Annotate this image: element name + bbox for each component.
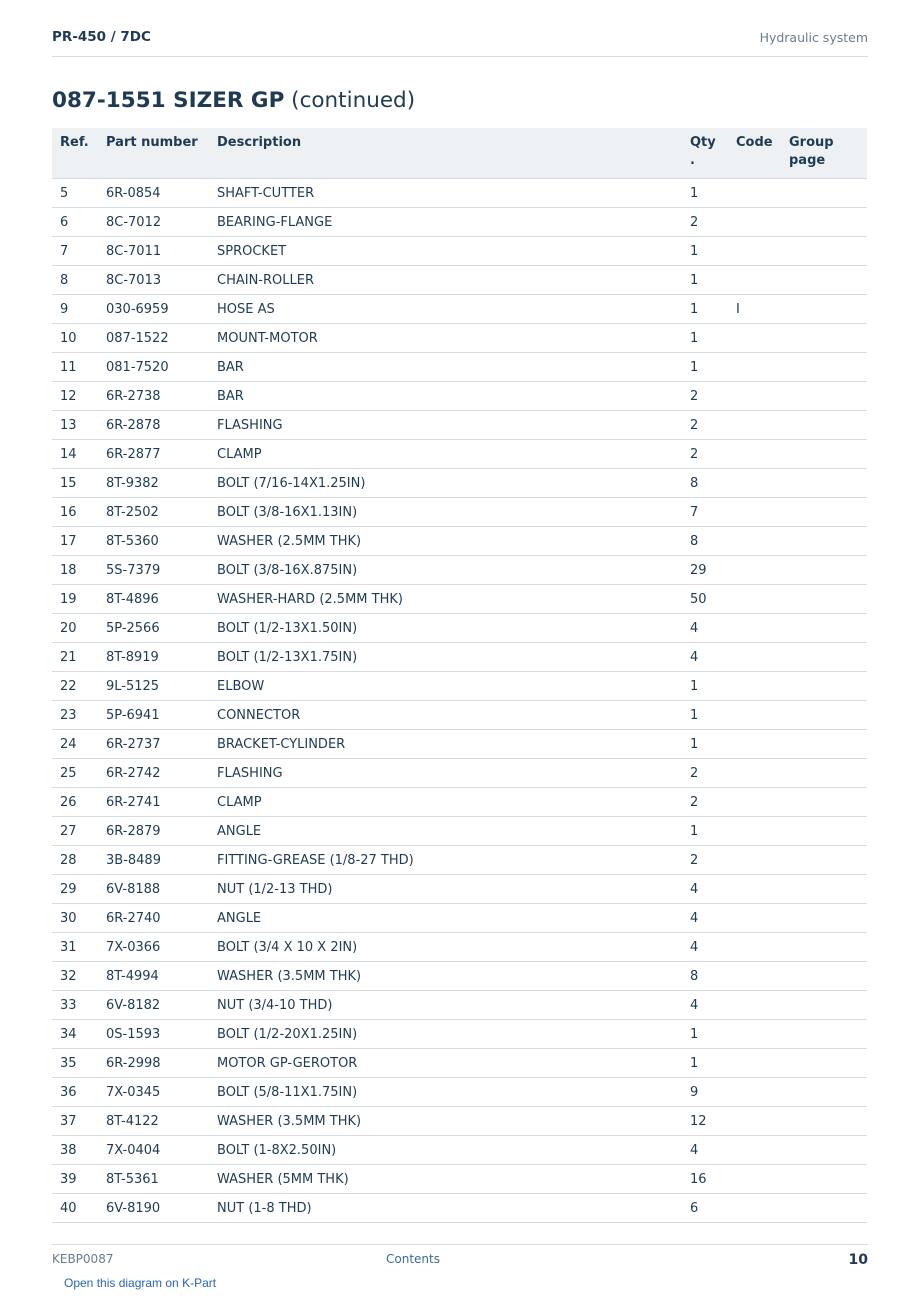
cell-qty: 2 bbox=[682, 382, 728, 411]
cell-ref: 34 bbox=[52, 1020, 98, 1049]
table-row bbox=[52, 179, 867, 208]
table-row bbox=[52, 1078, 867, 1107]
cell-code bbox=[728, 643, 781, 672]
cell-description: NUT (3/4-10 THD) bbox=[209, 991, 682, 1020]
cell-code bbox=[728, 179, 781, 208]
cell-qty: 1 bbox=[682, 266, 728, 295]
cell-part-number: 5P-6941 bbox=[98, 701, 209, 730]
contents-link[interactable]: Contents bbox=[386, 1252, 440, 1266]
section-label: Hydraulic system bbox=[759, 30, 868, 45]
cell-code bbox=[728, 1194, 781, 1223]
cell-ref: 37 bbox=[52, 1107, 98, 1136]
cell-description: CONNECTOR bbox=[209, 701, 682, 730]
table-row bbox=[52, 701, 867, 730]
cell-group-page bbox=[781, 991, 867, 1020]
cell-code bbox=[728, 701, 781, 730]
cell-qty: 2 bbox=[682, 440, 728, 469]
page-title bbox=[52, 88, 415, 113]
cell-group-page bbox=[781, 1078, 867, 1107]
cell-ref: 28 bbox=[52, 846, 98, 875]
table-row bbox=[52, 1165, 867, 1194]
cell-qty: 1 bbox=[682, 179, 728, 208]
cell-part-number: 030-6959 bbox=[98, 295, 209, 324]
table-row bbox=[52, 440, 867, 469]
cell-description: BAR bbox=[209, 353, 682, 382]
cell-description: ANGLE bbox=[209, 817, 682, 846]
table-row bbox=[52, 324, 867, 353]
cell-part-number: 5P-2566 bbox=[98, 614, 209, 643]
cell-qty: 9 bbox=[682, 1078, 728, 1107]
cell-ref: 33 bbox=[52, 991, 98, 1020]
cell-code bbox=[728, 208, 781, 237]
cell-ref: 16 bbox=[52, 498, 98, 527]
cell-group-page bbox=[781, 324, 867, 353]
table-row bbox=[52, 672, 867, 701]
cell-code bbox=[728, 411, 781, 440]
cell-ref: 19 bbox=[52, 585, 98, 614]
cell-group-page bbox=[781, 875, 867, 904]
cell-part-number: 6R-0854 bbox=[98, 179, 209, 208]
cell-qty: 2 bbox=[682, 788, 728, 817]
cell-qty: 16 bbox=[682, 1165, 728, 1194]
table-row bbox=[52, 208, 867, 237]
cell-part-number: 5S-7379 bbox=[98, 556, 209, 585]
cell-part-number: 8T-4122 bbox=[98, 1107, 209, 1136]
page-header bbox=[52, 26, 868, 57]
cell-part-number: 8T-2502 bbox=[98, 498, 209, 527]
cell-code bbox=[728, 1136, 781, 1165]
cell-code bbox=[728, 962, 781, 991]
cell-part-number: 087-1522 bbox=[98, 324, 209, 353]
cell-code bbox=[728, 788, 781, 817]
cell-ref: 6 bbox=[52, 208, 98, 237]
cell-qty: 4 bbox=[682, 991, 728, 1020]
cell-code bbox=[728, 266, 781, 295]
cell-code bbox=[728, 498, 781, 527]
cell-part-number: 8T-5361 bbox=[98, 1165, 209, 1194]
cell-code bbox=[728, 1165, 781, 1194]
cell-qty: 2 bbox=[682, 846, 728, 875]
cell-description: CLAMP bbox=[209, 440, 682, 469]
cell-description: BOLT (1/2-13X1.75IN) bbox=[209, 643, 682, 672]
table-row bbox=[52, 643, 867, 672]
cell-description: ELBOW bbox=[209, 672, 682, 701]
cell-ref: 31 bbox=[52, 933, 98, 962]
cell-ref: 26 bbox=[52, 788, 98, 817]
cell-code bbox=[728, 382, 781, 411]
cell-group-page bbox=[781, 208, 867, 237]
footer-divider bbox=[52, 1244, 868, 1245]
cell-part-number: 7X-0345 bbox=[98, 1078, 209, 1107]
cell-ref: 20 bbox=[52, 614, 98, 643]
cell-ref: 21 bbox=[52, 643, 98, 672]
table-row bbox=[52, 353, 867, 382]
table-row bbox=[52, 933, 867, 962]
cell-qty: 1 bbox=[682, 701, 728, 730]
column-header-group-page: Group page bbox=[781, 128, 867, 179]
cell-part-number: 0S-1593 bbox=[98, 1020, 209, 1049]
cell-ref: 38 bbox=[52, 1136, 98, 1165]
cell-part-number: 6R-2738 bbox=[98, 382, 209, 411]
cell-description: BOLT (3/8-16X1.13IN) bbox=[209, 498, 682, 527]
cell-part-number: 6R-2879 bbox=[98, 817, 209, 846]
table-header-row bbox=[52, 128, 867, 179]
cell-description: BOLT (1/2-13X1.50IN) bbox=[209, 614, 682, 643]
cell-ref: 22 bbox=[52, 672, 98, 701]
cell-ref: 24 bbox=[52, 730, 98, 759]
cell-ref: 10 bbox=[52, 324, 98, 353]
cell-part-number: 9L-5125 bbox=[98, 672, 209, 701]
cell-part-number: 6R-2878 bbox=[98, 411, 209, 440]
cell-group-page bbox=[781, 440, 867, 469]
cell-code bbox=[728, 353, 781, 382]
cell-description: BOLT (3/8-16X.875IN) bbox=[209, 556, 682, 585]
cell-code: I bbox=[728, 295, 781, 324]
cell-qty: 2 bbox=[682, 759, 728, 788]
title-suffix: (continued) bbox=[284, 88, 416, 113]
cell-qty: 2 bbox=[682, 208, 728, 237]
cell-ref: 18 bbox=[52, 556, 98, 585]
table-row bbox=[52, 904, 867, 933]
cell-code bbox=[728, 1049, 781, 1078]
cell-qty: 1 bbox=[682, 295, 728, 324]
table-row bbox=[52, 846, 867, 875]
cell-part-number: 6V-8190 bbox=[98, 1194, 209, 1223]
cell-description: BOLT (1/2-20X1.25IN) bbox=[209, 1020, 682, 1049]
cell-ref: 35 bbox=[52, 1049, 98, 1078]
table-row bbox=[52, 730, 867, 759]
cell-part-number: 6R-2740 bbox=[98, 904, 209, 933]
cell-qty: 4 bbox=[682, 1136, 728, 1165]
cell-description: FLASHING bbox=[209, 759, 682, 788]
cell-group-page bbox=[781, 585, 867, 614]
cell-qty: 2 bbox=[682, 411, 728, 440]
cell-qty: 12 bbox=[682, 1107, 728, 1136]
cell-part-number: 8C-7011 bbox=[98, 237, 209, 266]
table-row bbox=[52, 556, 867, 585]
cell-ref: 32 bbox=[52, 962, 98, 991]
table-row bbox=[52, 411, 867, 440]
cell-description: WASHER (5MM THK) bbox=[209, 1165, 682, 1194]
cell-description: MOUNT-MOTOR bbox=[209, 324, 682, 353]
cell-ref: 36 bbox=[52, 1078, 98, 1107]
cell-description: BRACKET-CYLINDER bbox=[209, 730, 682, 759]
cell-qty: 29 bbox=[682, 556, 728, 585]
cell-group-page bbox=[781, 1020, 867, 1049]
cell-code bbox=[728, 730, 781, 759]
cell-group-page bbox=[781, 1049, 867, 1078]
column-header-code: Code bbox=[728, 128, 781, 179]
cell-qty: 1 bbox=[682, 730, 728, 759]
cell-group-page bbox=[781, 643, 867, 672]
cell-qty: 4 bbox=[682, 933, 728, 962]
model-label: PR-450 / 7DC bbox=[52, 29, 151, 45]
cell-group-page bbox=[781, 788, 867, 817]
cell-part-number: 7X-0366 bbox=[98, 933, 209, 962]
cell-group-page bbox=[781, 382, 867, 411]
cell-group-page bbox=[781, 295, 867, 324]
cell-code bbox=[728, 237, 781, 266]
cell-group-page bbox=[781, 730, 867, 759]
cell-description: BOLT (3/4 X 10 X 2IN) bbox=[209, 933, 682, 962]
cell-part-number: 8T-5360 bbox=[98, 527, 209, 556]
cell-part-number: 6R-2741 bbox=[98, 788, 209, 817]
cell-part-number: 6V-8188 bbox=[98, 875, 209, 904]
column-header-qty-label: Qty . bbox=[690, 135, 716, 168]
table-row bbox=[52, 1136, 867, 1165]
cell-ref: 7 bbox=[52, 237, 98, 266]
cell-part-number: 7X-0404 bbox=[98, 1136, 209, 1165]
cell-ref: 14 bbox=[52, 440, 98, 469]
cell-code bbox=[728, 846, 781, 875]
cell-qty: 1 bbox=[682, 324, 728, 353]
cell-group-page bbox=[781, 904, 867, 933]
cell-description: BOLT (1-8X2.50IN) bbox=[209, 1136, 682, 1165]
cell-part-number: 3B-8489 bbox=[98, 846, 209, 875]
table-row bbox=[52, 875, 867, 904]
table-row bbox=[52, 382, 867, 411]
cell-code bbox=[728, 875, 781, 904]
table-row bbox=[52, 788, 867, 817]
cell-description: WASHER (2.5MM THK) bbox=[209, 527, 682, 556]
cell-group-page bbox=[781, 498, 867, 527]
cell-qty: 1 bbox=[682, 1049, 728, 1078]
cell-group-page bbox=[781, 1136, 867, 1165]
table-row bbox=[52, 266, 867, 295]
table-row bbox=[52, 1049, 867, 1078]
cell-code bbox=[728, 933, 781, 962]
column-header-qty bbox=[682, 128, 728, 179]
title-group-name: 087-1551 SIZER GP bbox=[52, 88, 285, 113]
table-row bbox=[52, 1107, 867, 1136]
cell-qty: 50 bbox=[682, 585, 728, 614]
cell-code bbox=[728, 1078, 781, 1107]
cell-group-page bbox=[781, 179, 867, 208]
cell-description: BOLT (5/8-11X1.75IN) bbox=[209, 1078, 682, 1107]
cell-code bbox=[728, 324, 781, 353]
cell-code bbox=[728, 469, 781, 498]
cell-description: FITTING-GREASE (1/8-27 THD) bbox=[209, 846, 682, 875]
cell-description: SHAFT-CUTTER bbox=[209, 179, 682, 208]
cell-part-number: 8C-7013 bbox=[98, 266, 209, 295]
table-row bbox=[52, 759, 867, 788]
cell-description: HOSE AS bbox=[209, 295, 682, 324]
cell-code bbox=[728, 1020, 781, 1049]
cell-group-page bbox=[781, 933, 867, 962]
table-row bbox=[52, 1194, 867, 1223]
table-row bbox=[52, 585, 867, 614]
table-row bbox=[52, 1020, 867, 1049]
cell-group-page bbox=[781, 1107, 867, 1136]
table-row bbox=[52, 469, 867, 498]
cell-group-page bbox=[781, 846, 867, 875]
cell-group-page bbox=[781, 556, 867, 585]
cell-part-number: 6R-2998 bbox=[98, 1049, 209, 1078]
cell-qty: 1 bbox=[682, 237, 728, 266]
cell-ref: 25 bbox=[52, 759, 98, 788]
cell-code bbox=[728, 817, 781, 846]
cell-ref: 12 bbox=[52, 382, 98, 411]
cell-description: WASHER-HARD (2.5MM THK) bbox=[209, 585, 682, 614]
cell-ref: 23 bbox=[52, 701, 98, 730]
cell-group-page bbox=[781, 759, 867, 788]
table-row bbox=[52, 527, 867, 556]
cell-code bbox=[728, 904, 781, 933]
cell-part-number: 081-7520 bbox=[98, 353, 209, 382]
cell-group-page bbox=[781, 614, 867, 643]
cell-code bbox=[728, 585, 781, 614]
cell-description: BAR bbox=[209, 382, 682, 411]
cell-description: NUT (1-8 THD) bbox=[209, 1194, 682, 1223]
cell-qty: 4 bbox=[682, 875, 728, 904]
cell-part-number: 8C-7012 bbox=[98, 208, 209, 237]
document-id: KEBP0087 bbox=[52, 1252, 114, 1266]
cell-ref: 29 bbox=[52, 875, 98, 904]
cell-part-number: 8T-8919 bbox=[98, 643, 209, 672]
cell-description: WASHER (3.5MM THK) bbox=[209, 1107, 682, 1136]
cell-qty: 8 bbox=[682, 469, 728, 498]
cell-description: CHAIN-ROLLER bbox=[209, 266, 682, 295]
cell-ref: 11 bbox=[52, 353, 98, 382]
cell-group-page bbox=[781, 817, 867, 846]
table-row bbox=[52, 817, 867, 846]
cell-qty: 8 bbox=[682, 962, 728, 991]
cell-part-number: 6R-2737 bbox=[98, 730, 209, 759]
cell-ref: 39 bbox=[52, 1165, 98, 1194]
cell-description: ANGLE bbox=[209, 904, 682, 933]
cell-code bbox=[728, 991, 781, 1020]
cell-code bbox=[728, 440, 781, 469]
cell-code bbox=[728, 527, 781, 556]
cell-description: FLASHING bbox=[209, 411, 682, 440]
table-row bbox=[52, 614, 867, 643]
cell-ref: 27 bbox=[52, 817, 98, 846]
cell-group-page bbox=[781, 237, 867, 266]
cell-qty: 6 bbox=[682, 1194, 728, 1223]
table-row bbox=[52, 498, 867, 527]
cell-ref: 9 bbox=[52, 295, 98, 324]
cell-ref: 17 bbox=[52, 527, 98, 556]
table-row bbox=[52, 991, 867, 1020]
cell-qty: 1 bbox=[682, 1020, 728, 1049]
cell-group-page bbox=[781, 701, 867, 730]
cell-part-number: 6R-2877 bbox=[98, 440, 209, 469]
cell-code bbox=[728, 1107, 781, 1136]
cell-code bbox=[728, 556, 781, 585]
table-row bbox=[52, 962, 867, 991]
cell-group-page bbox=[781, 1194, 867, 1223]
cell-group-page bbox=[781, 672, 867, 701]
parts-table bbox=[52, 128, 867, 1223]
cell-part-number: 8T-9382 bbox=[98, 469, 209, 498]
open-diagram-k-part-link[interactable]: Open this diagram on K-Part bbox=[64, 1276, 217, 1290]
cell-group-page bbox=[781, 1165, 867, 1194]
cell-part-number: 8T-4896 bbox=[98, 585, 209, 614]
table-row bbox=[52, 237, 867, 266]
cell-part-number: 8T-4994 bbox=[98, 962, 209, 991]
cell-description: MOTOR GP-GEROTOR bbox=[209, 1049, 682, 1078]
cell-qty: 8 bbox=[682, 527, 728, 556]
cell-qty: 1 bbox=[682, 817, 728, 846]
cell-group-page bbox=[781, 469, 867, 498]
cell-qty: 4 bbox=[682, 904, 728, 933]
cell-qty: 1 bbox=[682, 353, 728, 382]
cell-group-page bbox=[781, 353, 867, 382]
column-header-part-number: Part number bbox=[98, 128, 209, 179]
cell-group-page bbox=[781, 962, 867, 991]
table-row bbox=[52, 295, 867, 324]
cell-qty: 7 bbox=[682, 498, 728, 527]
cell-part-number: 6R-2742 bbox=[98, 759, 209, 788]
cell-group-page bbox=[781, 411, 867, 440]
cell-ref: 13 bbox=[52, 411, 98, 440]
cell-description: BOLT (7/16-14X1.25IN) bbox=[209, 469, 682, 498]
cell-group-page bbox=[781, 266, 867, 295]
cell-ref: 40 bbox=[52, 1194, 98, 1223]
cell-qty: 4 bbox=[682, 643, 728, 672]
cell-ref: 30 bbox=[52, 904, 98, 933]
cell-ref: 15 bbox=[52, 469, 98, 498]
cell-description: CLAMP bbox=[209, 788, 682, 817]
cell-description: NUT (1/2-13 THD) bbox=[209, 875, 682, 904]
cell-ref: 8 bbox=[52, 266, 98, 295]
parts-table-body bbox=[52, 179, 867, 1223]
cell-part-number: 6V-8182 bbox=[98, 991, 209, 1020]
cell-code bbox=[728, 759, 781, 788]
cell-code bbox=[728, 614, 781, 643]
cell-description: BEARING-FLANGE bbox=[209, 208, 682, 237]
cell-description: WASHER (3.5MM THK) bbox=[209, 962, 682, 991]
column-header-description: Description bbox=[209, 128, 682, 179]
cell-group-page bbox=[781, 527, 867, 556]
cell-qty: 4 bbox=[682, 614, 728, 643]
cell-ref: 5 bbox=[52, 179, 98, 208]
cell-code bbox=[728, 672, 781, 701]
page-number: 10 bbox=[848, 1252, 868, 1268]
cell-description: SPROCKET bbox=[209, 237, 682, 266]
cell-qty: 1 bbox=[682, 672, 728, 701]
column-header-ref: Ref. bbox=[52, 128, 98, 179]
